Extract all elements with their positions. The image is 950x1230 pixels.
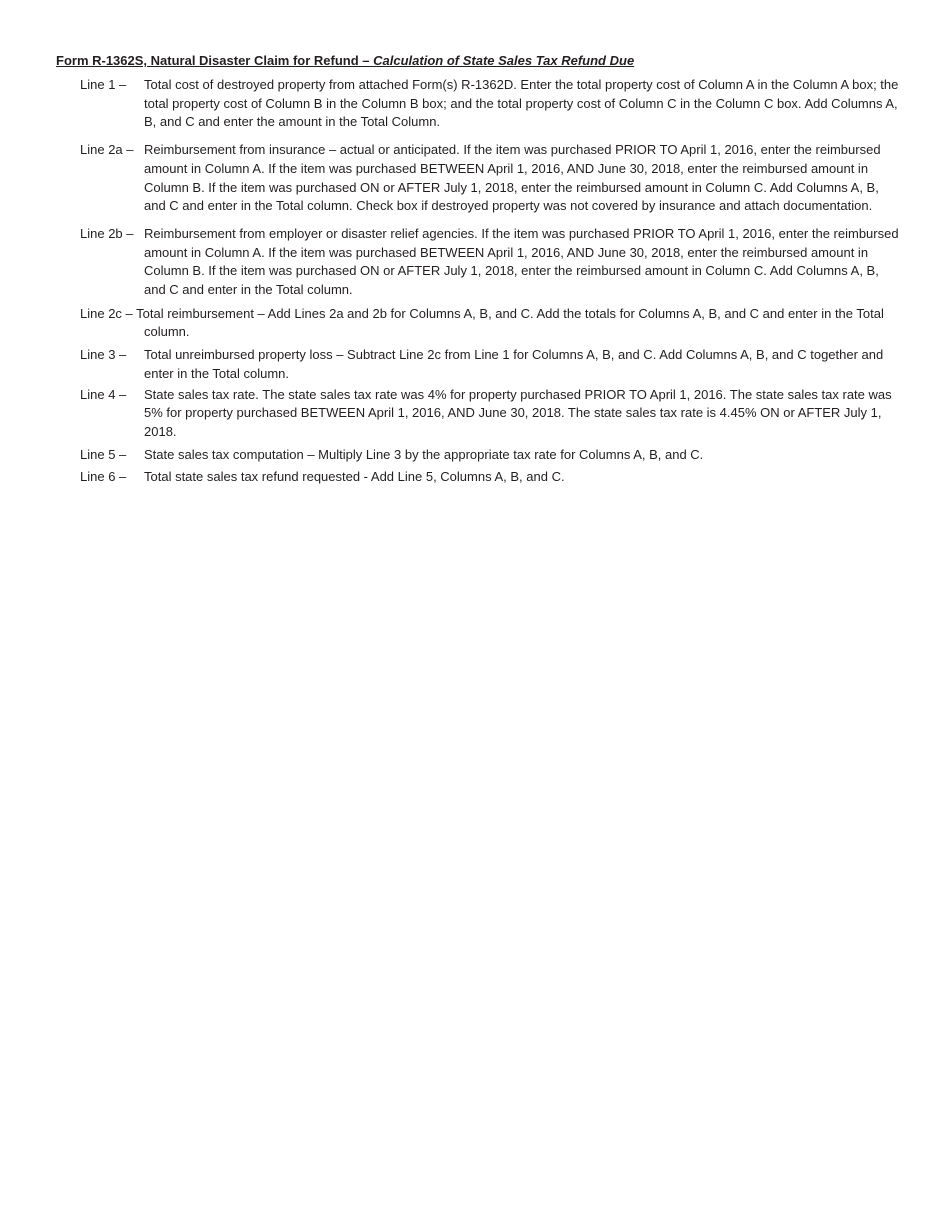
line-label: Line 2a –: [80, 142, 134, 158]
line-text: Reimbursement from insurance – actual or anticipated. If the item was purchased PRIOR TO April 1, 2016, enter the reimbursed amount in Column A. If the item was purchased BETWEEN April 1, 2016, AND June 30, 2018, enter the reimbursed amount in Column B. If the item was purchased ON or AFTER July 1, 2018, enter the reimbursed amount in Column C. Add Columns A, B, and C and enter in the Total column. Check box if destroyed property was not covered by insurance and attach documentation.: [144, 142, 881, 214]
line-item-6: [80, 468, 902, 487]
line-item-2c: [80, 305, 902, 342]
line-instructions: [80, 76, 902, 487]
line-label: Line 4 –: [80, 386, 127, 402]
line-label: Line 2c –: [80, 305, 133, 321]
line-text: State sales tax rate. The state sales tax rate was 4% for property purchased PRIOR TO April 1, 2016. The state sales tax rate was 5% for property purchased BETWEEN April 1, 2016, AND June 30, 2018. The state sales tax rate is 4.45% ON or AFTER July 1, 2018.: [144, 386, 892, 439]
line-item-4: [80, 386, 902, 442]
line-text: Total state sales tax refund requested - Add Line 5, Columns A, B, and C.: [144, 469, 565, 485]
line-item-2b: [80, 225, 902, 300]
line-label: Line 1 –: [80, 77, 127, 92]
line-text: Total cost of destroyed property from attached Form(s) R-1362D. Enter the total property cost of Column A in the Column A box; the total property cost of Column B in the Column B box; and the total property cost of Column C in the Column C box. Add Columns A, B, and C and enter the amount in the Total Column.: [144, 77, 899, 130]
line-label: Line 6 –: [80, 469, 127, 485]
line-text: Reimbursement from employer or disaster relief agencies. If the item was purchased PRIOR TO April 1, 2016, enter the reimbursed amount in Column A. If the item was purchased BETWEEN April 1, 2016, AND June 30, 2018, enter the reimbursed amount in Column B. If the item was purchased ON or AFTER July 1, 2018, enter the reimbursed amount in Column C. Add Columns A, B, and C and enter in the Total column.: [144, 225, 899, 298]
line-text: State sales tax computation – Multiply Line 3 by the appropriate tax rate for Columns A, B, and C.: [144, 446, 704, 462]
title-italic: Calculation of State Sales Tax Refund Due: [373, 53, 635, 68]
line-text: Total reimbursement – Add Lines 2a and 2b for Columns A, B, and C. Add the totals for Columns A, B, and C and enter in the Total column.: [136, 305, 884, 340]
line-item-3: [80, 346, 902, 383]
line-item-1: [80, 76, 902, 132]
line-item-2a: [80, 141, 902, 216]
line-text: Total unreimbursed property loss – Subtract Line 2c from Line 1 for Columns A, B, and C. Add Columns A, B, and C together and enter in the Total column.: [144, 347, 884, 381]
line-item-5: [80, 446, 902, 465]
line-label: Line 5 –: [80, 446, 127, 462]
title-prefix: Form R-1362S, Natural Disaster Claim for Refund –: [56, 53, 374, 68]
line-label: Line 2b –: [80, 225, 134, 241]
line-label: Line 3 –: [80, 347, 127, 363]
page-title: [56, 52, 634, 69]
